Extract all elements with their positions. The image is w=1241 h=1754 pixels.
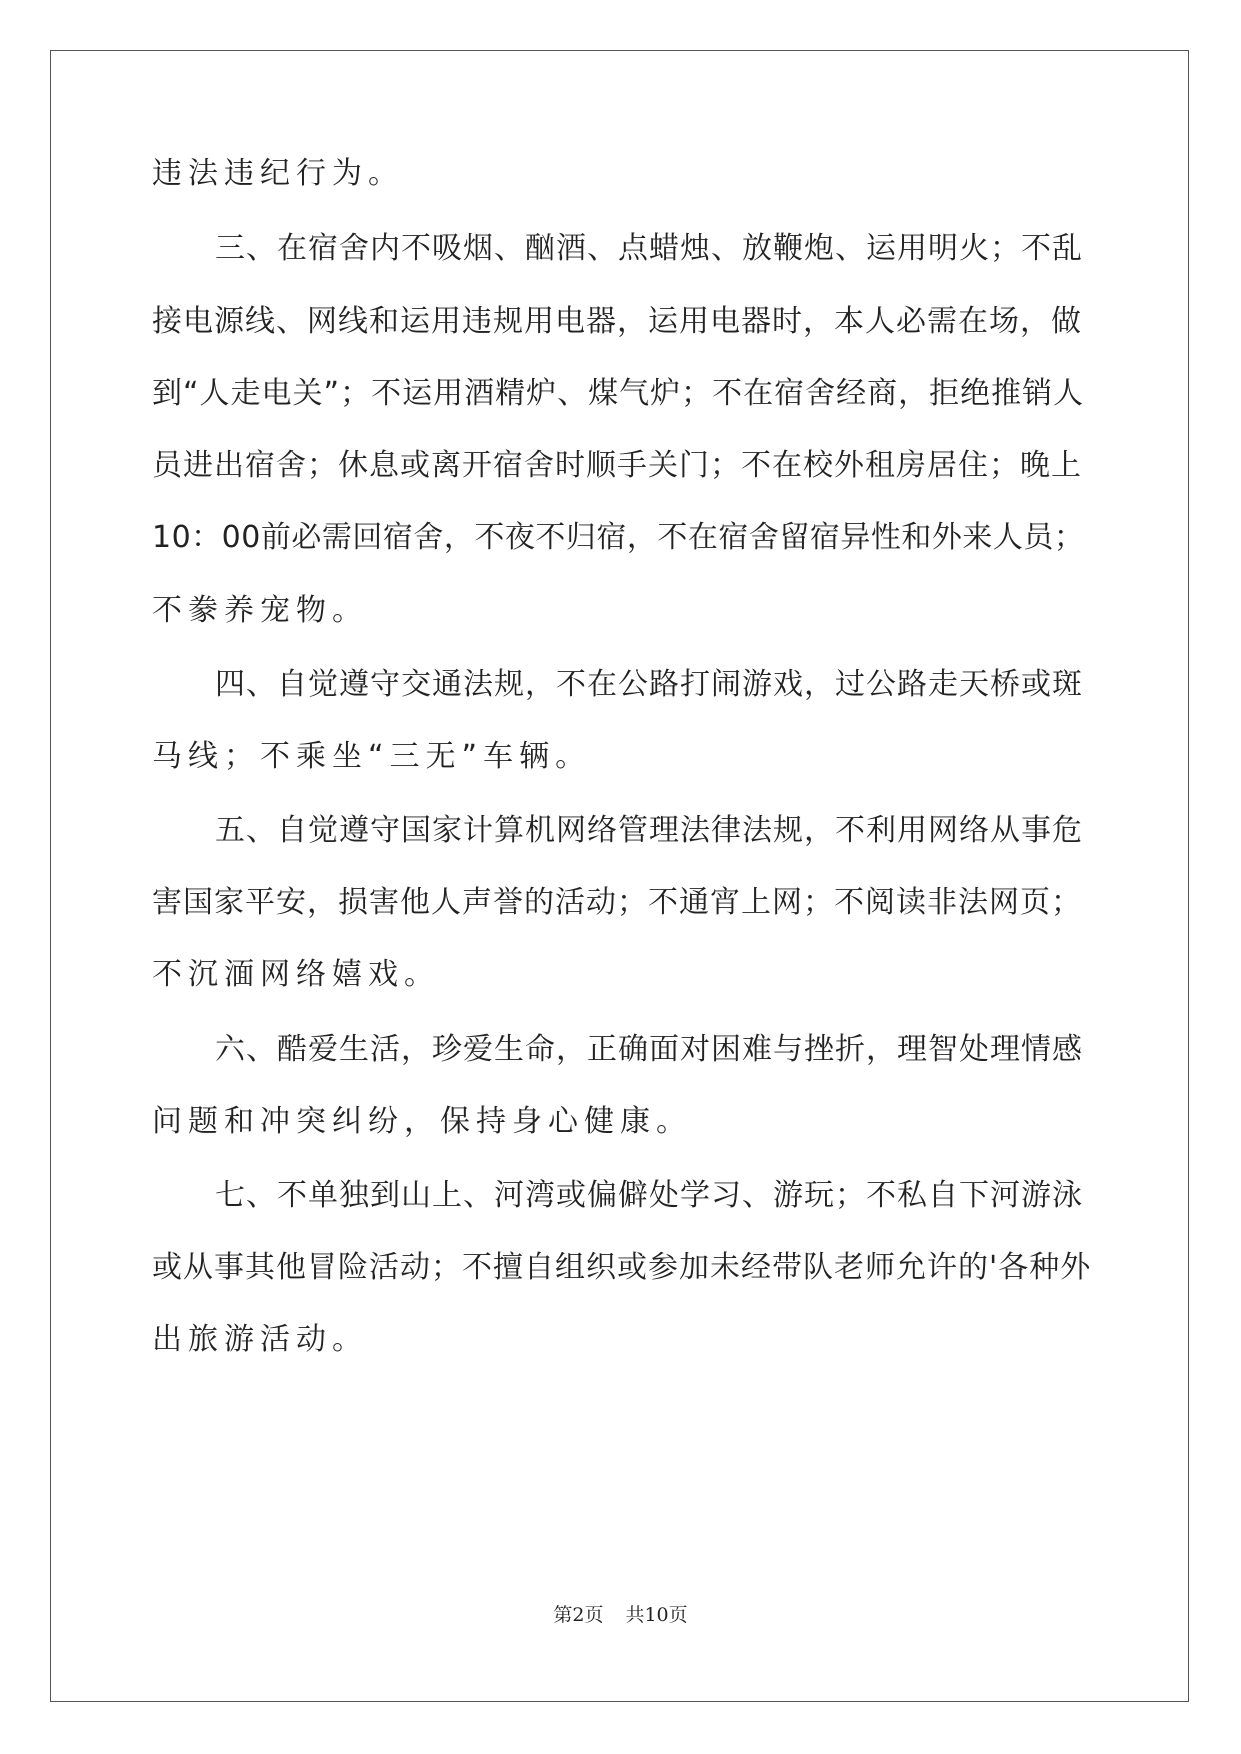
text-line: 不豢养宠物。 <box>152 593 368 628</box>
text-line: 到“人走电关”；不运用酒精炉、煤气炉；不在宿舍经商，拒绝推销人 <box>152 376 1085 411</box>
paragraph-five-start: 五、自觉遵守国家计算机网络管理法律法规，不利用网络从事危 <box>215 813 1083 848</box>
text-line: 问题和冲突纠纷，保持身心健康。 <box>152 1104 692 1139</box>
paragraph-six-start: 六、酷爱生活，珍爱生命，正确面对困难与挫折，理智处理情感 <box>215 1032 1083 1067</box>
paragraph-four-start: 四、自觉遵守交通法规，不在公路打闹游戏，过公路走天桥或斑 <box>215 667 1083 702</box>
paragraph-seven-start: 七、不单独到山上、河湾或偏僻处学习、游玩；不私自下河游泳 <box>215 1178 1083 1213</box>
text-line: 违法违纪行为。 <box>152 156 404 191</box>
text-line: 接电源线、网线和运用违规用电器，运用电器时，本人必需在场，做 <box>152 304 1082 339</box>
text-line: 出旅游活动。 <box>152 1322 368 1357</box>
page-number-total: 共10页 <box>625 1604 688 1626</box>
text-line: 马线；不乘坐“三无”车辆。 <box>152 739 592 774</box>
text-line: 或从事其他冒险活动；不擅自组织或参加未经带队老师允许的'各种外 <box>152 1250 1092 1285</box>
text-line: 10：00前必需回宿舍，不夜不归宿，不在宿舍留宿异性和外来人员； <box>152 520 1085 555</box>
text-line: 不沉湎网络嬉戏。 <box>152 957 440 992</box>
text-line: 害国家平安，损害他人声誉的活动；不通宵上网；不阅读非法网页； <box>152 885 1082 920</box>
text-line: 员进出宿舍；休息或离开宿舍时顺手关门；不在校外租房居住；晚上 <box>152 448 1082 483</box>
page-border <box>50 50 1189 1702</box>
paragraph-three-start: 三、在宿舍内不吸烟、酗酒、点蜡烛、放鞭炮、运用明火；不乱 <box>215 231 1083 266</box>
page-number-current: 第2页 <box>553 1604 604 1626</box>
page-footer <box>0 1603 1241 1627</box>
